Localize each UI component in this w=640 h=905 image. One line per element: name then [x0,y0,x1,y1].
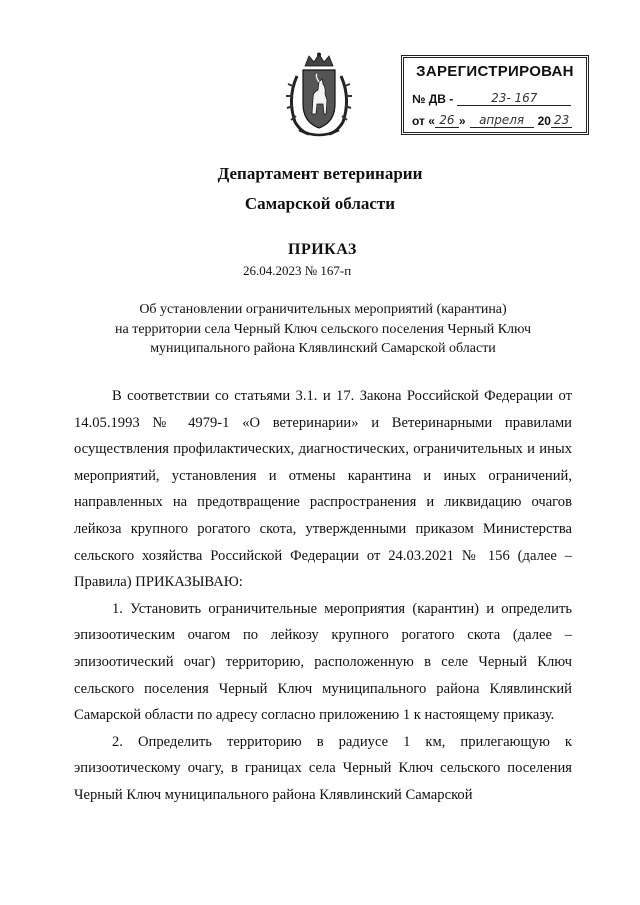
registration-stamp [401,55,589,135]
stamp-date-prefix: от « [412,114,435,128]
body-paragraph-preamble: В соответствии со статьями 3.1. и 17. Закона Российской Федерации от 14.05.1993 № 4979-1 «О ветеринарии» и Ветеринарными правилами осуществления профилактических, диагностических, ограничительных и иных мероприятий, установления и отмены карантина и иных ограничений, направленных на предотвращение распространения и ликвидацию очагов лейкоза крупного рогатого скота, утвержденными приказом Министерства сельского хозяйства Российской Федерации от 24.03.2021 № 156 (далее – Правила) ПРИКАЗЫВАЮ: [74,388,572,591]
stamp-date-mid: » [458,114,466,128]
stamp-number-label: № ДВ - [412,92,454,106]
subject-line: Об установлении ограничительных мероприятий (карантина) [139,302,507,317]
document-subject [80,300,566,359]
subject-line: муниципального района Клявлинский Самарской области [150,341,496,356]
stamp-number-line [412,84,578,106]
stamp-title: ЗАРЕГИСТРИРОВАН [416,63,574,80]
stamp-date-year-prefix: 20 [537,114,551,128]
body-paragraph-item-1: 1. Установить ограничительные мероприятия (карантин) и определить эпизоотическим очагом по лейкозу крупного рогатого скота (далее – эпизоотический очаг) территорию, расположенную в селе Черный Ключ сельского поселения Черный Ключ муниципального района Клявлинский Самарской области по адресу согласно приложению 1 к настоящему приказу. [74,600,572,724]
department-name-line2: Самарской области [244,194,396,213]
stamp-number-value: 23- 167 [457,92,571,106]
subject-line: на территории села Черный Ключ сельского поселения Черный Ключ [115,321,531,337]
stamp-date-month: апреля [470,114,534,128]
body-paragraph-item-2: 2. Определить территорию в радиусе 1 км, прилегающую к эпизоотическому очагу, в границах села Черный Ключ сельского поселения Черный Ключ муниципального района Клявлинский Самарской [74,733,572,803]
document-type-title: ПРИКАЗ [288,241,357,258]
department-name-line1: Департамент ветеринарии [217,164,423,183]
document-body [74,383,572,809]
stamp-date-year-suffix: 23 [551,114,572,128]
stamp-date-line [412,106,578,128]
document-date-number: 26.04.2023 № 167-п [243,263,352,278]
stamp-date-day: 26 [435,114,459,128]
coat-of-arms-emblem [283,52,355,138]
